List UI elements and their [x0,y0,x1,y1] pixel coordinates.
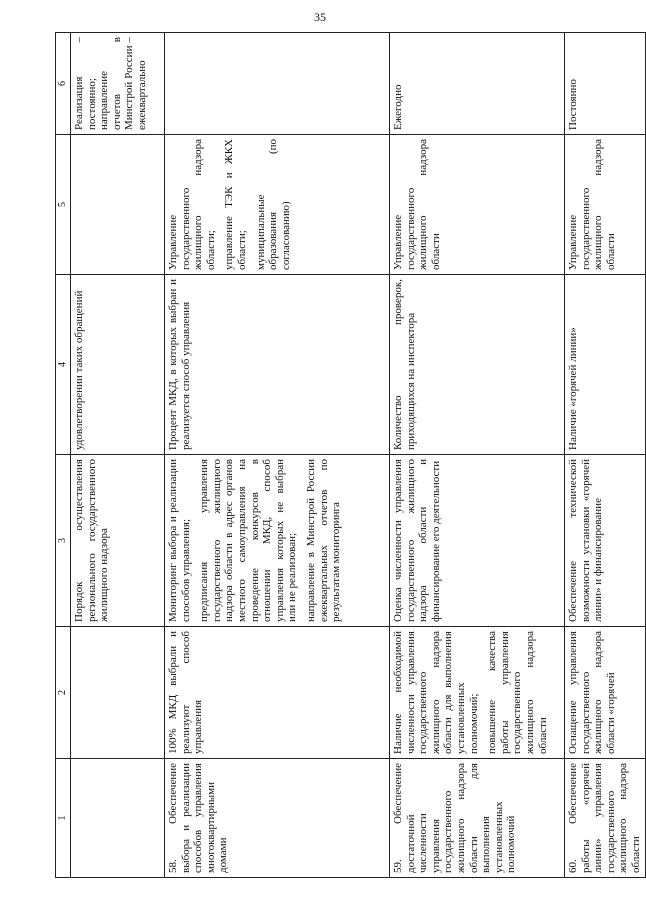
row-continued-indicator: удовлетворении таких обращений [71,275,165,455]
row-58-indicator: Процент МКД, в которых выбран и реализуется способ управления [165,275,390,455]
row-58-deadline [165,33,390,135]
row-continued-result [71,627,165,759]
row-58-result: 100% МКД выбрали и реализуют способ управления [165,627,390,759]
column-header: 3 [56,455,71,627]
table-row [390,33,565,878]
row-60-result: Оснащение управления государственного жилищного надзора области «горячей [565,627,646,759]
row-58-activity: 58. Обеспечение выбора и реализации способов управления многоквартирными домами [165,759,390,878]
row-59-deadline: Ежегодно [390,33,565,135]
column-header: 2 [56,627,71,759]
row-59-responsible: Управление государственного жилищного надзора области [390,135,565,275]
row-continued-deadline: Реализация – постоянно; направление отчетов в Минстрой России – ежеквартально [71,33,165,135]
row-60-indicator: Наличие «горячей линии» [565,275,646,455]
page-number: 35 [314,10,326,24]
table-row [565,33,646,878]
plan-table [55,32,646,878]
row-59-indicator: Количество проверок, приходящихся на инспектора [390,275,565,455]
header-row [56,33,71,878]
rotated-table-area [55,33,642,878]
row-60-activity: 60. Обеспечение работы «горячей линии» управления государственного жилищного надзора области [565,759,646,878]
row-59-activity: 59. Обеспечение достаточной численности управления государственного жилищного надзора области для выполнения установленных полномочий [390,759,565,878]
row-59-measures: Оценка численности управления государственного жилищного надзора области и финансирование его деятельности [390,455,565,627]
row-58-responsible: Управление государственного жилищного надзора области; управление ТЭК и ЖКХ области; муниципальные образования (по согласованию) [165,135,390,275]
row-58-measures: Мониторинг выбора и реализации способов управления; предписания управления государственного жилищного надзора области в адрес органов местного самоуправления на проведение конкурсов в отношении МКД, способ управления которых не выбран или не реализован; направление в Минстрой России ежеквартальных отчетов по результатам мониторинга [165,455,390,627]
column-header: 1 [56,759,71,878]
column-header: 5 [56,135,71,275]
row-60-responsible: Управление государственного жилищного надзора области [565,135,646,275]
table-row [71,33,165,878]
column-header: 4 [56,275,71,455]
row-60-measures: Обеспечение технической возможности установки «горячей линии» и финансирование [565,455,646,627]
row-continued-activity [71,759,165,878]
row-continued-responsible [71,135,165,275]
row-continued-measures: Порядок осуществления регионального государственного жилищного надзора [71,455,165,627]
row-59-result: Наличие необходимой численности управления государственного жилищного надзора области для выполнения установленных полномочий; повышение качества работы управления государственного жилищного надзора области [390,627,565,759]
column-header: 6 [56,33,71,135]
row-60-deadline: Постоянно [565,33,646,135]
table-row [165,33,390,878]
rotated-page-content [55,33,642,878]
